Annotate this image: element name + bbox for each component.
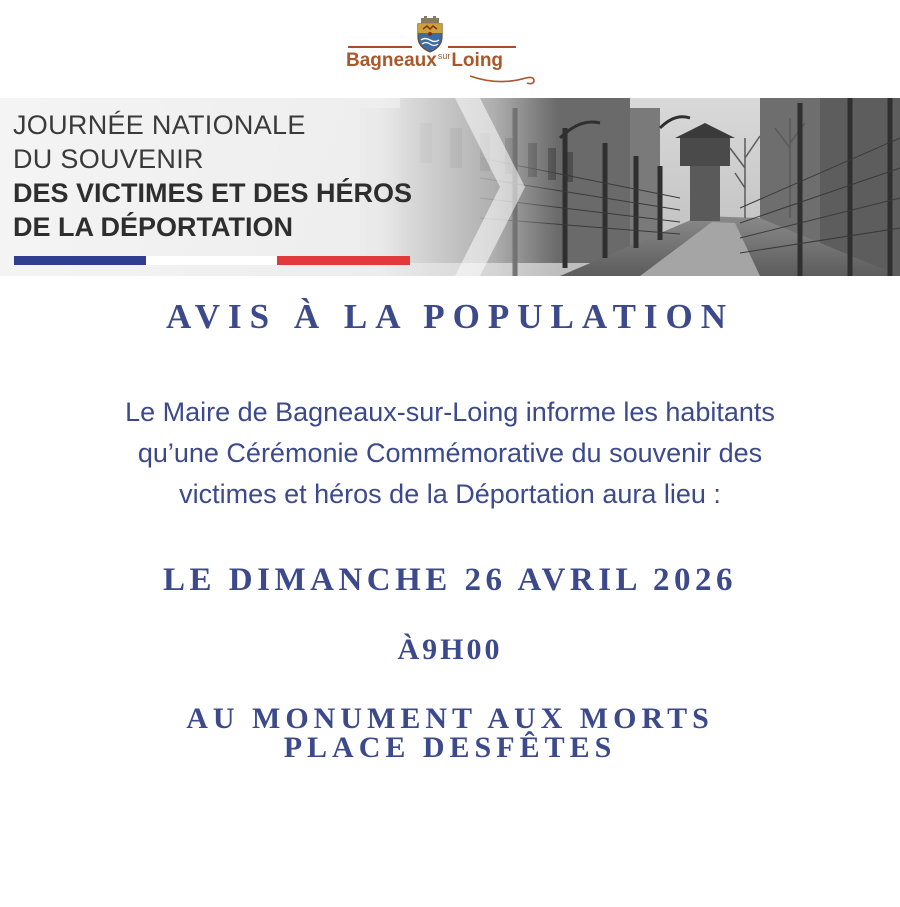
ceremony-place-line-1: AU MONUMENT AUX MORTS	[186, 702, 714, 735]
flag-bar-white	[146, 256, 277, 265]
logo-wordmark: Bagneaux$^{sur}$Loing	[346, 50, 504, 71]
logo-divider-right	[448, 46, 516, 48]
ceremony-date: LE DIMANCHE 26 AVRIL 2026	[163, 562, 737, 598]
town-crest-icon	[415, 15, 445, 53]
banner-title	[13, 108, 412, 244]
logo-swirl-ornament	[468, 72, 538, 86]
banner-title-line-4: DE LA DÉPORTATION	[13, 212, 293, 242]
banner-title-line-2: DU SOUVENIR	[13, 144, 204, 174]
intro-line-2: qu’une Cérémonie Commémorative du souvenir des	[137, 438, 763, 468]
intro-line-3: victimes et héros de la Déportation aura lieu :	[179, 479, 721, 509]
flag-bar-blue	[14, 256, 146, 265]
logo-divider-left	[348, 46, 412, 48]
intro-line-1: Le Maire de Bagneaux-sur-Loing informe les habitants	[125, 397, 775, 427]
ceremony-place-line-2: PLACE DESFÊTES	[283, 731, 617, 764]
banner-title-line-1: JOURNÉE NATIONALE	[13, 110, 306, 140]
ceremony-time: À9H00	[397, 633, 503, 666]
banner-title-line-3: DES VICTIMES ET DES HÉROS	[13, 178, 413, 208]
notice-intro	[0, 392, 900, 515]
flag-bar-red	[277, 256, 410, 265]
notice-heading: AVIS À LA POPULATION	[165, 297, 735, 336]
town-logo	[340, 12, 540, 88]
deportation-day-banner	[0, 98, 900, 276]
